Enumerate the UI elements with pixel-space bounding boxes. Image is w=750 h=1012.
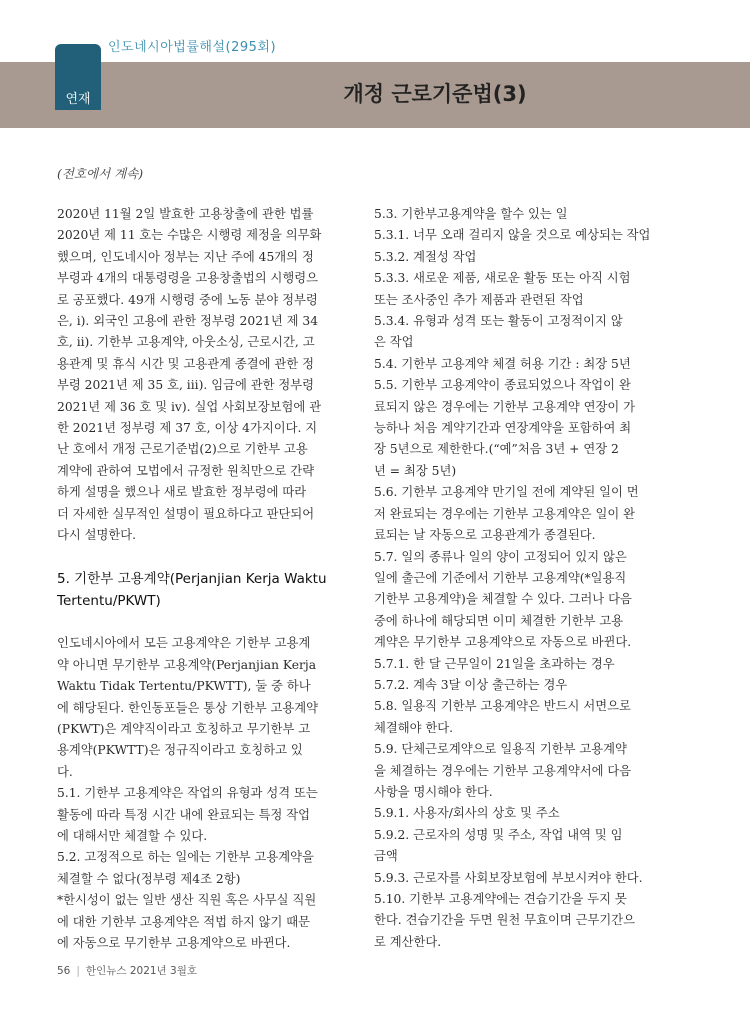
text-line: 용관계 및 휴식 시간 및 고용관계 종결에 관한 정: [57, 356, 314, 371]
text-line: 5.7. 일의 종류나 일의 양이 고정되어 있지 않은: [374, 549, 627, 564]
text-line: 5.2. 고정적으로 하는 일에는 기한부 고용계약을: [57, 850, 314, 865]
text-line: 능하나 처음 계약기간과 연장계약을 포함하여 최: [374, 421, 632, 436]
text-line: 한다. 견습기간을 두면 원천 무효이며 근무기간으: [374, 913, 636, 928]
text-line: 장 5년으로 제한한다.(“예”처음 3년 + 연장 2: [374, 442, 619, 457]
text-line: 5.3. 기한부고용계약을 할수 있는 일: [374, 207, 568, 221]
text-line: 중에 하나에 해당되면 이미 체결한 기한부 고용: [374, 613, 624, 628]
text-line: 료되는 날 자동으로 고용관계가 종결된다.: [374, 528, 596, 543]
page-title: 개정 근로기준법(3): [343, 82, 527, 106]
text-line: 로 계산한다.: [374, 934, 442, 949]
section-tab-label: 연재: [65, 92, 91, 107]
text-line: 기한부 고용계약)을 체결할 수 있다. 그러나 다음: [374, 592, 632, 607]
text-line: 체결할 수 없다(정부령 제4조 2항): [57, 871, 241, 886]
text-line: 5.9.1. 사용자/회사의 상호 및 주소: [374, 806, 560, 821]
text-line: 은, i). 외국인 고용에 관한 정부령 2021년 제 34: [57, 314, 319, 329]
text-line: 5.7.1. 한 달 근무일이 21일을 초과하는 경우: [374, 656, 615, 671]
text-line: 약 아니면 무기한부 고용계약(Perjanjian Kerja: [57, 657, 317, 672]
text-line: 계약은 무기한부 고용계약으로 자동으로 바뀐다.: [374, 635, 632, 650]
text-line: 저 완료되는 경우에는 기한부 고용계약은 일이 완: [374, 506, 636, 521]
text-line: 5.5. 기한부 고용계약이 종료되었으나 작업이 완: [374, 378, 631, 393]
text-line: 일에 출근에 기준에서 기한부 고용계약(*일용직: [374, 570, 627, 585]
text-line: 더 자세한 실무적인 설명이 필요하다고 판단되어: [57, 506, 315, 521]
section-body: [57, 633, 357, 954]
text-line: 2020년 11월 2일 발효한 고용창출에 관한 법률: [57, 207, 314, 221]
text-line: 료되지 않은 경우에는 기한부 고용계약 연장이 가: [374, 399, 636, 414]
right-column: [374, 204, 692, 953]
text-line: 사항을 명시해야 한다.: [374, 784, 493, 799]
text-line: 을 체결하는 경우에는 기한부 고용계약서에 다음: [374, 763, 632, 778]
text-line: 로 공포했다. 49개 시행령 중에 노동 분야 정부령: [57, 292, 318, 307]
text-line: 5.1. 기한부 고용계약은 작업의 유형과 성격 또는: [57, 786, 318, 801]
text-line: 에 대해서만 체결할 수 있다.: [57, 828, 208, 843]
page-footer: [57, 963, 197, 978]
text-line: 5.9. 단체근로계약으로 일용직 기한부 고용계약: [374, 742, 627, 757]
text-line: 계약에 관하여 모법에서 규정한 원칙만으로 간략: [57, 463, 315, 478]
text-line: 인도네시아에서 모든 고용계약은 기한부 고용계: [57, 636, 311, 651]
footer-separator: |: [76, 965, 80, 977]
series-label: 인도네시아법률해설(295회): [108, 40, 277, 55]
page-number: 56: [57, 965, 71, 977]
text-line: 5.9.2. 근로자의 성명 및 주소, 작업 내역 및 임: [374, 827, 623, 842]
text-line: 5.4. 기한부 고용계약 체결 허용 기간 : 최장 5년: [374, 356, 631, 371]
text-line: 활동에 따라 특정 시간 내에 완료되는 특정 작업: [57, 807, 311, 822]
text-line: (PKWT)은 계약직이라고 호칭하고 무기한부 고: [57, 721, 311, 736]
text-line: 호, ii). 기한부 고용계약, 아웃소싱, 근로시간, 고: [57, 335, 315, 350]
publication-name: 한인뉴스 2021년 3월호: [85, 965, 197, 977]
left-column: [57, 204, 357, 954]
text-line: 5.8. 일용직 기한부 고용계약은 반드시 서면으로: [374, 699, 631, 714]
text-line: 5.7.2. 계속 3달 이상 출근하는 경우: [374, 677, 568, 692]
text-line: 5.6. 기한부 고용계약 만기일 전에 계약된 일이 먼: [374, 485, 639, 500]
text-line: 에 해당된다. 한인동포들은 통상 기한부 고용계약: [57, 700, 319, 715]
section-heading-line: 5. 기한부 고용계약(Perjanjian Kerja Waktu: [57, 570, 327, 587]
text-line: 또는 조사중인 추가 제품과 관련된 작업: [374, 292, 584, 307]
text-line: 5.3.3. 새로운 제품, 새로운 활동 또는 아직 시험: [374, 271, 631, 286]
continued-note: (전호에서 계속): [57, 166, 144, 181]
text-line: 다시 설명한다.: [57, 528, 137, 543]
text-line: 금액: [374, 849, 398, 864]
section-tab: [55, 44, 101, 110]
text-line: 년 = 최장 5년): [374, 463, 457, 478]
text-line: 5.10. 기한부 고용계약에는 견습기간을 두지 못: [374, 892, 627, 906]
text-line: 에 자동으로 무기한부 고용계약으로 바뀐다.: [57, 935, 291, 950]
text-line: 다.: [57, 764, 73, 779]
text-line: 부령과 4개의 대통령령을 고용창출법의 시행령으: [57, 271, 319, 286]
section-heading-line: Tertentu/PKWT): [57, 592, 161, 609]
text-line: 한 2021년 정부령 제 37 호, 이상 4가지이다. 지: [57, 421, 318, 436]
text-line: 5.9.3. 근로자를 사회보장보험에 부보시켜야 한다.: [374, 870, 643, 885]
text-line: 은 작업: [374, 335, 414, 350]
text-line: 하게 설명을 했으나 새로 발효한 정부령에 따라: [57, 485, 307, 500]
intro-paragraph: [57, 204, 357, 547]
text-line: 5.3.4. 유형과 성격 또는 활동이 고정적이지 않: [374, 314, 623, 329]
text-line: 체결해야 한다.: [374, 720, 454, 735]
text-line: 5.3.2. 계절성 작업: [374, 249, 477, 264]
text-line: 5.3.1. 너무 오래 걸리지 않을 것으로 예상되는 작업: [374, 228, 651, 243]
text-line: Waktu Tidak Tertentu/PKWTT), 둘 중 하나: [57, 679, 311, 694]
text-line: 했으며, 인도네시아 정부는 지난 주에 45개의 정: [57, 249, 314, 264]
text-line: 난 호에서 개정 근로기준법(2)으로 기한부 고용: [57, 442, 308, 457]
text-line: 부령 2021년 제 35 호, iii). 임금에 관한 정부령: [57, 378, 315, 393]
text-line: 2020년 제 11 호는 수많은 시행령 제정을 의무화: [57, 228, 322, 243]
text-line: *한시성이 없는 일반 생산 직원 혹은 사무실 직원: [57, 893, 317, 908]
text-line: 2021년 제 36 호 및 iv). 실업 사회보장보험에 관: [57, 399, 322, 414]
text-line: 용계약(PKWTT)은 정규직이라고 호칭하고 있: [57, 743, 303, 758]
text-line: 에 대한 기한부 고용계약은 적법 하지 않기 때문: [57, 914, 311, 929]
